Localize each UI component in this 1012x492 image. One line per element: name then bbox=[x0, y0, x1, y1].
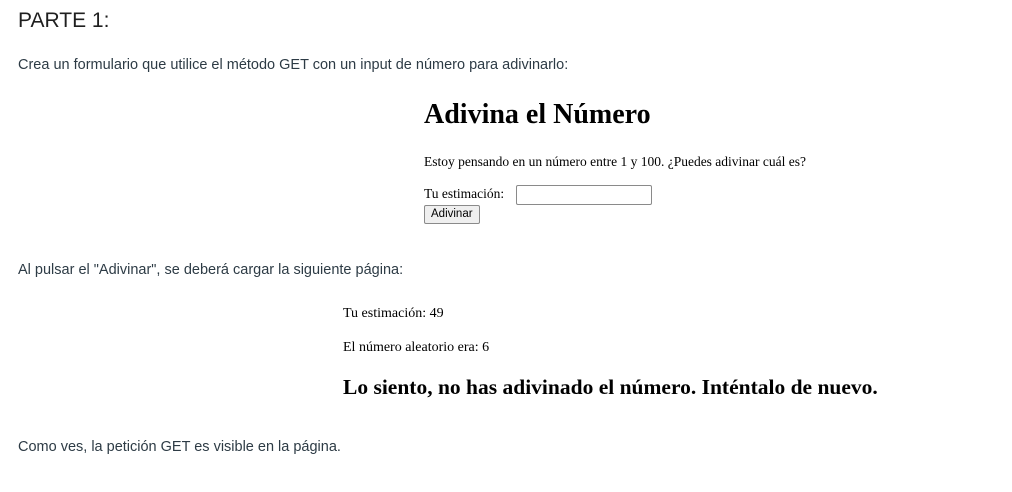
result-message: Lo siento, no has adivinado el número. Inténtalo de nuevo. bbox=[343, 375, 878, 399]
form-description: Estoy pensando en un número entre 1 y 100. ¿Puedes adivinar cuál es? bbox=[424, 154, 807, 169]
section-title: PARTE 1: bbox=[18, 9, 110, 32]
after-submit-paragraph: Al pulsar el "Adivinar", se deberá cargar la siguiente página: bbox=[18, 262, 404, 278]
guess-input-label: Tu estimación: bbox=[424, 186, 505, 201]
result-guess-line: Tu estimación: 49 bbox=[343, 306, 444, 321]
note-paragraph: Como ves, la petición GET es visible en la página. bbox=[18, 439, 341, 455]
form-heading: Adivina el Número bbox=[424, 99, 651, 130]
result-random-line: El número aleatorio era: 6 bbox=[343, 340, 490, 355]
guess-input[interactable] bbox=[516, 185, 652, 205]
guess-submit-button[interactable]: Adivinar bbox=[424, 205, 480, 224]
intro-paragraph: Crea un formulario que utilice el método GET con un input de número para adivinarlo: bbox=[18, 57, 569, 73]
